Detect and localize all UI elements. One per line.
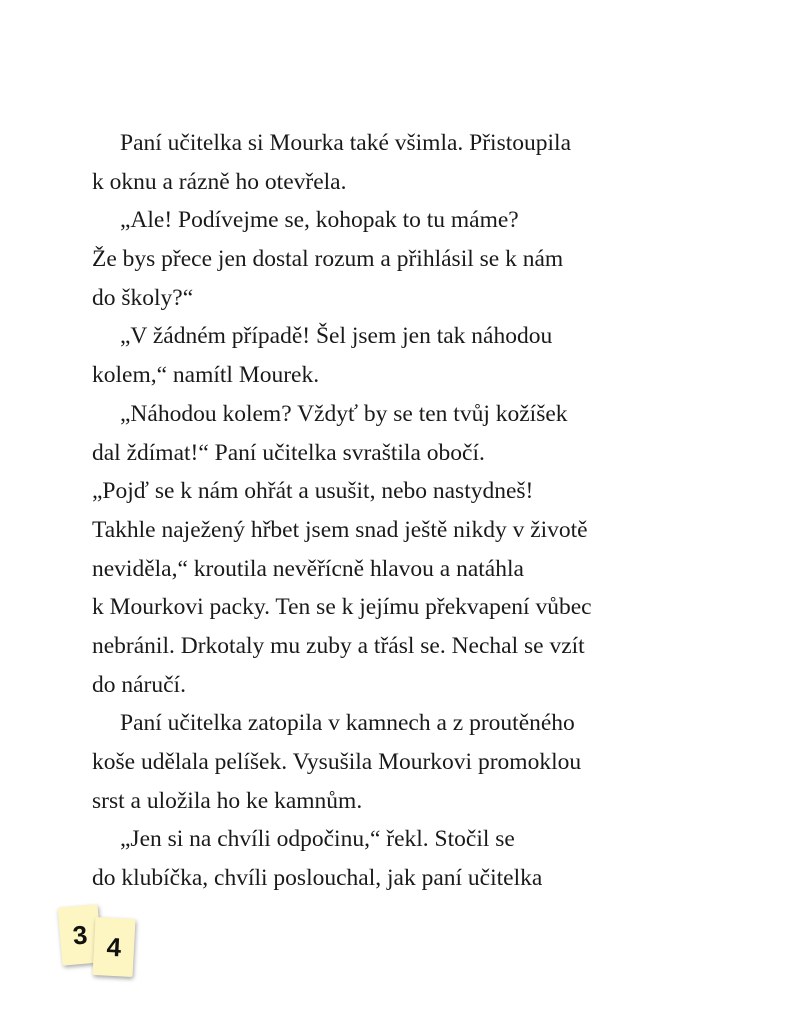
text-line: do školy?“ <box>92 284 194 311</box>
text-line: k Mourkovi packy. Ten se k jejímu překvapení vůbec <box>92 594 592 621</box>
text-line: Takhle naježený hřbet jsem snad ještě nikdy v životě <box>92 516 588 543</box>
story-text <box>92 124 732 898</box>
text-line: kolem,“ namítl Mourek. <box>92 362 320 389</box>
text-line: „Ale! Podívejme se, kohopak to tu máme? <box>120 207 519 234</box>
page-number-digit-1: 3 <box>58 904 103 965</box>
text-line: „V žádném případě! Šel jsem jen tak náhodou <box>120 323 553 350</box>
page-number-digit-2: 4 <box>93 917 136 977</box>
text-line: koše udělala pelíšek. Vysušila Mourkovi promoklou <box>92 749 582 775</box>
text-line: do náručí. <box>92 671 186 698</box>
page-number <box>58 904 148 984</box>
text-line: „Náhodou kolem? Vždyť by se ten tvůj kožíšek <box>120 400 568 427</box>
text-line: Paní učitelka si Mourka také všimla. Přistoupila <box>120 130 571 156</box>
text-line: „Jen si na chvíli odpočinu,“ řekl. Stočil se <box>120 826 515 853</box>
text-line: dal ždímat!“ Paní učitelka svraštila obočí. <box>92 439 485 466</box>
text-line: „Pojď se k nám ohřát a usušit, nebo nastydneš! <box>92 478 534 505</box>
text-line: do klubíčka, chvíli poslouchal, jak paní učitelka <box>92 865 543 892</box>
text-line: Paní učitelka zatopila v kamnech a z proutěného <box>120 710 575 737</box>
text-line: Že bys přece jen dostal rozum a přihlásil se k nám <box>92 246 564 273</box>
text-line: srst a uložila ho ke kamnům. <box>92 787 363 814</box>
text-line: neviděla,“ kroutila nevěřícně hlavou a natáhla <box>92 555 524 582</box>
text-line: k oknu a rázně ho otevřela. <box>92 168 347 195</box>
text-line: nebránil. Drkotaly mu zuby a třásl se. Nechal se vzít <box>92 632 585 659</box>
